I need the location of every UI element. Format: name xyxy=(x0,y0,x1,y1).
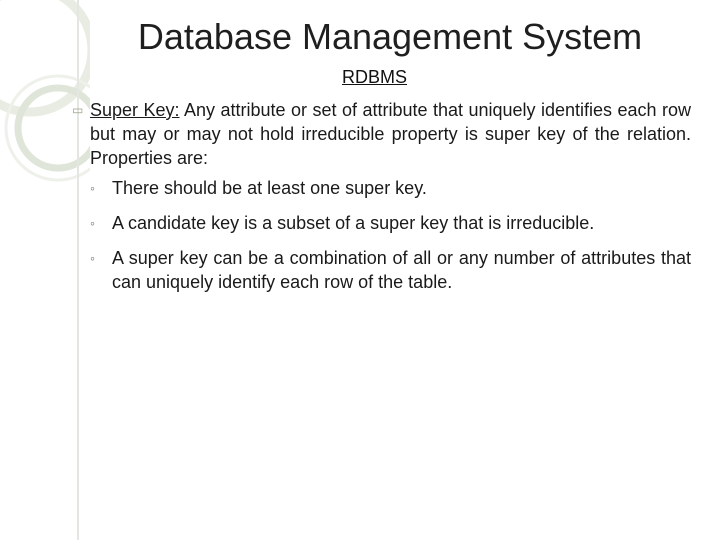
sub-bullet-item xyxy=(90,211,691,235)
circle-bullet-icon: ◦ xyxy=(90,215,95,231)
slide-title: Database Management System xyxy=(137,16,643,57)
bullet-term: Super Key: xyxy=(90,100,180,120)
slide-subtitle: RDBMS xyxy=(342,67,408,87)
main-bullet xyxy=(90,98,691,170)
circle-bullet-icon: ◦ xyxy=(90,250,95,266)
bullet-text: Any attribute or set of attribute that uniquely identifies each row but may or may not hold irreducible property is super key of the relation. Properties are: xyxy=(90,100,691,168)
sub-bullet-item xyxy=(90,176,691,200)
sub-bullet-text: A super key can be a combination of all or any number of attributes that can uniquely identify each row of the table. xyxy=(112,248,691,292)
bullet-marker-icon: ▭ xyxy=(72,103,84,117)
sub-bullet-text: There should be at least one super key. xyxy=(112,178,427,198)
sub-bullet-item xyxy=(90,246,691,294)
sub-bullet-text: A candidate key is a subset of a super key that is irreducible. xyxy=(112,213,595,233)
left-vertical-rule xyxy=(77,0,79,540)
circle-bullet-icon: ◦ xyxy=(90,180,95,196)
sub-bullet-list xyxy=(90,176,691,305)
